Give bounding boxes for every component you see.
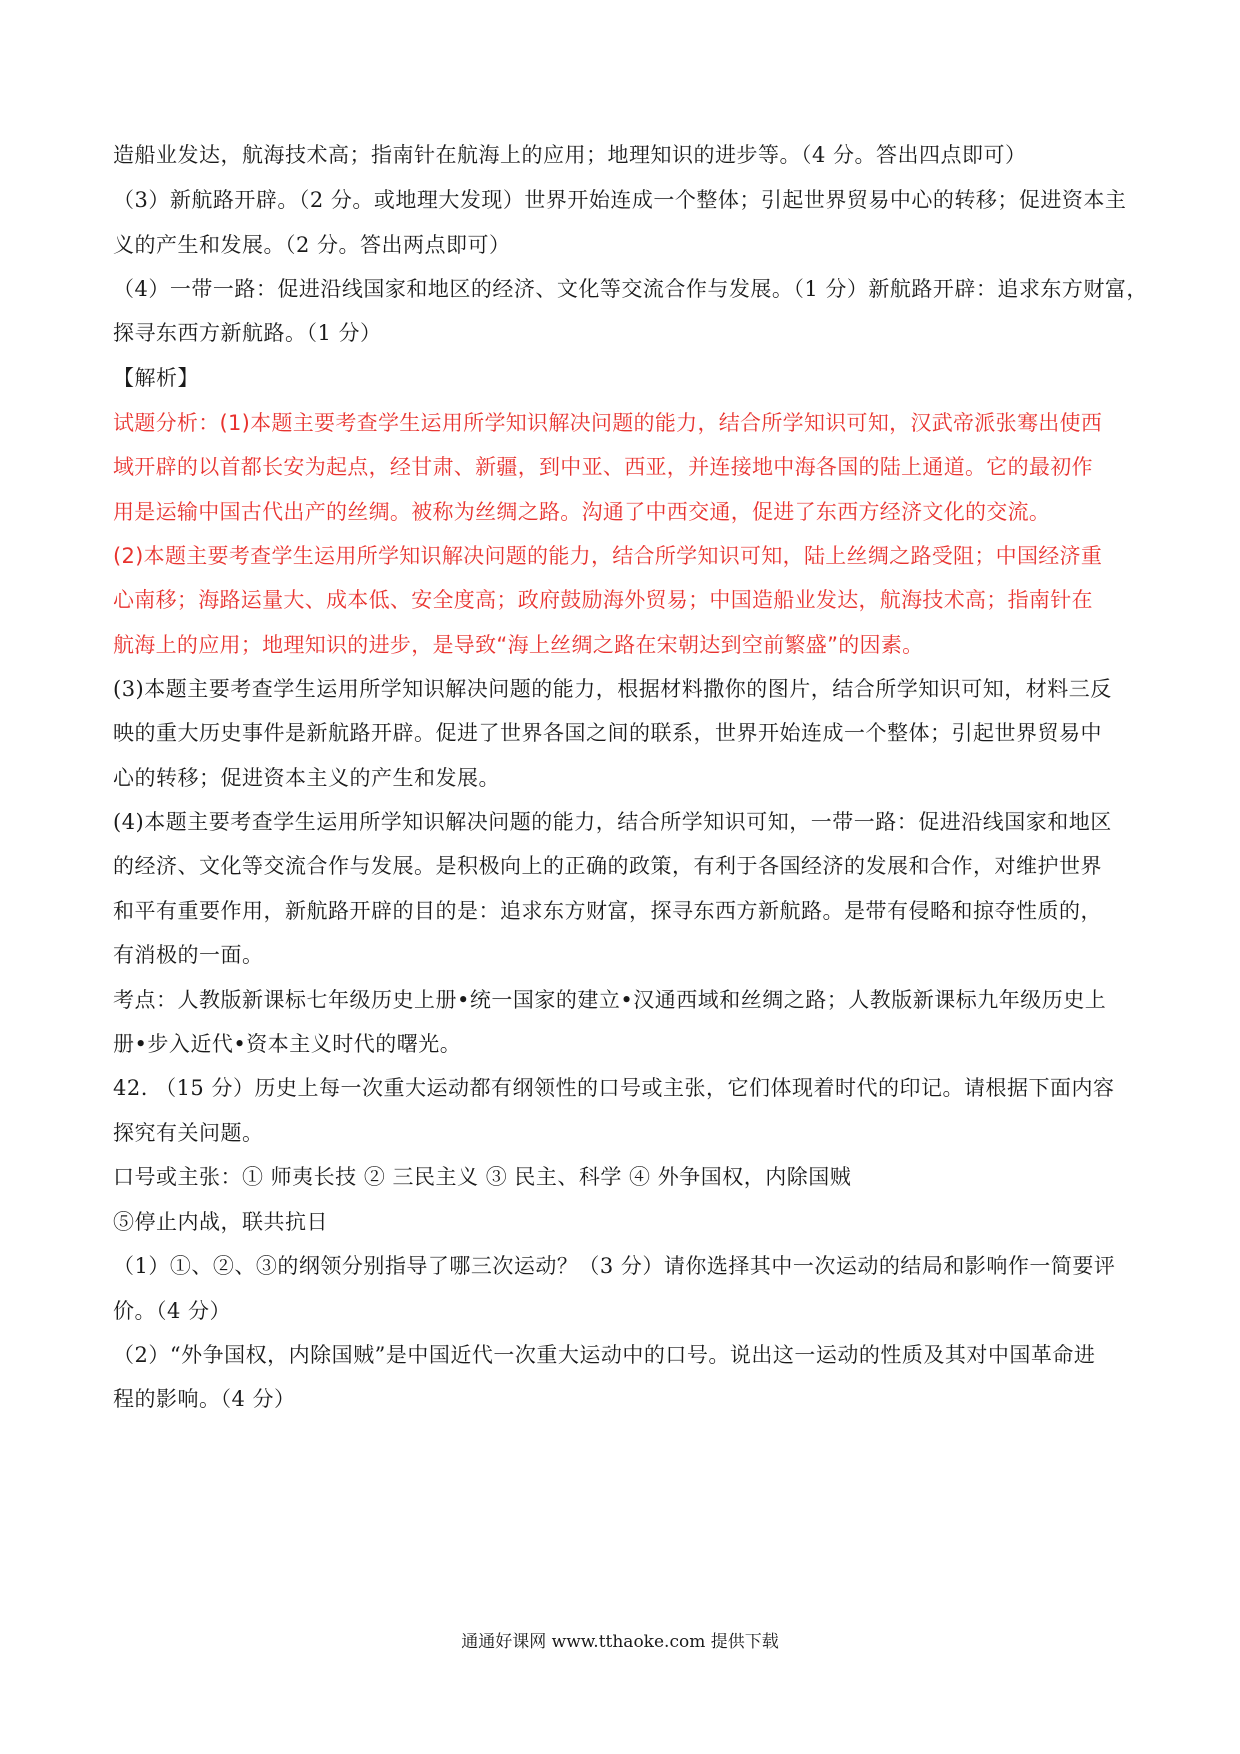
text-line-l20: 考点：人教版新课标七年级历史上册•统一国家的建立•汉通西域和丝绸之路；人教版新课标九年级历史上 (113, 988, 1107, 1012)
text-line-l24: 口号或主张：① 师夷长技 ② 三民主义 ③ 民主、科学 ④ 外争国权，内除国贼 (113, 1165, 852, 1189)
text-line-l19: 有消极的一面。 (113, 943, 264, 967)
text-line-l09: 用是运输中国古代出产的丝绸。被称为丝绸之路。沟通了中西交通，促进了东西方经济文化的交流。 (113, 500, 1051, 524)
text-line-l06: 【解析】 (113, 366, 199, 390)
text-line-l23: 探究有关问题。 (113, 1121, 264, 1145)
text-line-l14: 映的重大历史事件是新航路开辟。促进了世界各国之间的联系，世界开始连成一个整体；引起世界贸易中 (113, 721, 1102, 745)
text-line-l22: 42. （15 分）历史上每一次重大运动都有纲领性的口号或主张，它们体现着时代的印记。请根据下面内容 (113, 1076, 1115, 1100)
text-line-l12: 航海上的应用；地理知识的进步，是导致“海上丝绸之路在宋朝达到空前繁盛”的因素。 (113, 633, 924, 657)
text-line-l08: 域开辟的以首都长安为起点，经甘肃、新疆，到中亚、西亚，并连接地中海各国的陆上通道。它的最初作 (113, 455, 1093, 479)
text-line-l05: 探寻东西方新航路。（1 分） (113, 321, 382, 345)
text-line-l28: （2）“外争国权，内除国贼”是中国近代一次重大运动中的口号。说出这一运动的性质及其对中国革命进 (113, 1343, 1096, 1367)
text-line-l18: 和平有重要作用，新航路开辟的目的是：追求东方财富，探寻东西方新航路。是带有侵略和掠夺性质的， (113, 899, 1102, 923)
text-line-l15: 心的转移；促进资本主义的产生和发展。 (113, 766, 500, 790)
text-line-l29: 程的影响。（4 分） (113, 1387, 296, 1411)
text-line-l21: 册•步入近代•资本主义时代的曙光。 (113, 1032, 462, 1056)
text-line-l13: (3)本题主要考查学生运用所学知识解决问题的能力，根据材料撒你的图片，结合所学知识可知，材料三反 (113, 677, 1112, 701)
text-line-l11: 心南移；海路运量大、成本低、安全度高；政府鼓励海外贸易；中国造船业发达，航海技术高；指南针在 (113, 588, 1093, 612)
text-line-l01: 造船业发达，航海技术高；指南针在航海上的应用；地理知识的进步等。（4 分。答出四点即可） (113, 143, 1027, 167)
text-line-l16: (4)本题主要考查学生运用所学知识解决问题的能力，结合所学知识可知，一带一路：促进沿线国家和地区 (113, 810, 1112, 834)
text-line-l17: 的经济、文化等交流合作与发展。是积极向上的正确的政策，有利于各国经济的发展和合作，对维护世界 (113, 854, 1102, 878)
text-line-l04: （4）一带一路：促进沿线国家和地区的经济、文化等交流合作与发展。（1 分）新航路开辟：追求东方财富， (113, 277, 1148, 301)
text-line-l03: 义的产生和发展。（2 分。答出两点即可） (113, 233, 511, 257)
text-line-l02: （3）新航路开辟。（2 分。或地理大发现）世界开始连成一个整体；引起世界贸易中心的转移；促进资本主 (113, 188, 1127, 212)
text-line-l10: (2)本题主要考查学生运用所学知识解决问题的能力，结合所学知识可知，陆上丝绸之路受阻；中国经济重 (113, 544, 1103, 568)
page-footer: 通通好课网 www.tthaoke.com 提供下载 (461, 1632, 779, 1652)
text-line-l27: 价。（4 分） (113, 1299, 232, 1323)
text-line-l25: ⑤停止内战，联共抗日 (113, 1210, 328, 1234)
text-line-l26: （1）①、②、③的纲领分别指导了哪三次运动？（3 分）请你选择其中一次运动的结局和影响作一简要评 (113, 1254, 1116, 1278)
text-line-l07: 试题分析：(1)本题主要考查学生运用所学知识解决问题的能力，结合所学知识可知，汉武帝派张骞出使西 (113, 411, 1103, 435)
